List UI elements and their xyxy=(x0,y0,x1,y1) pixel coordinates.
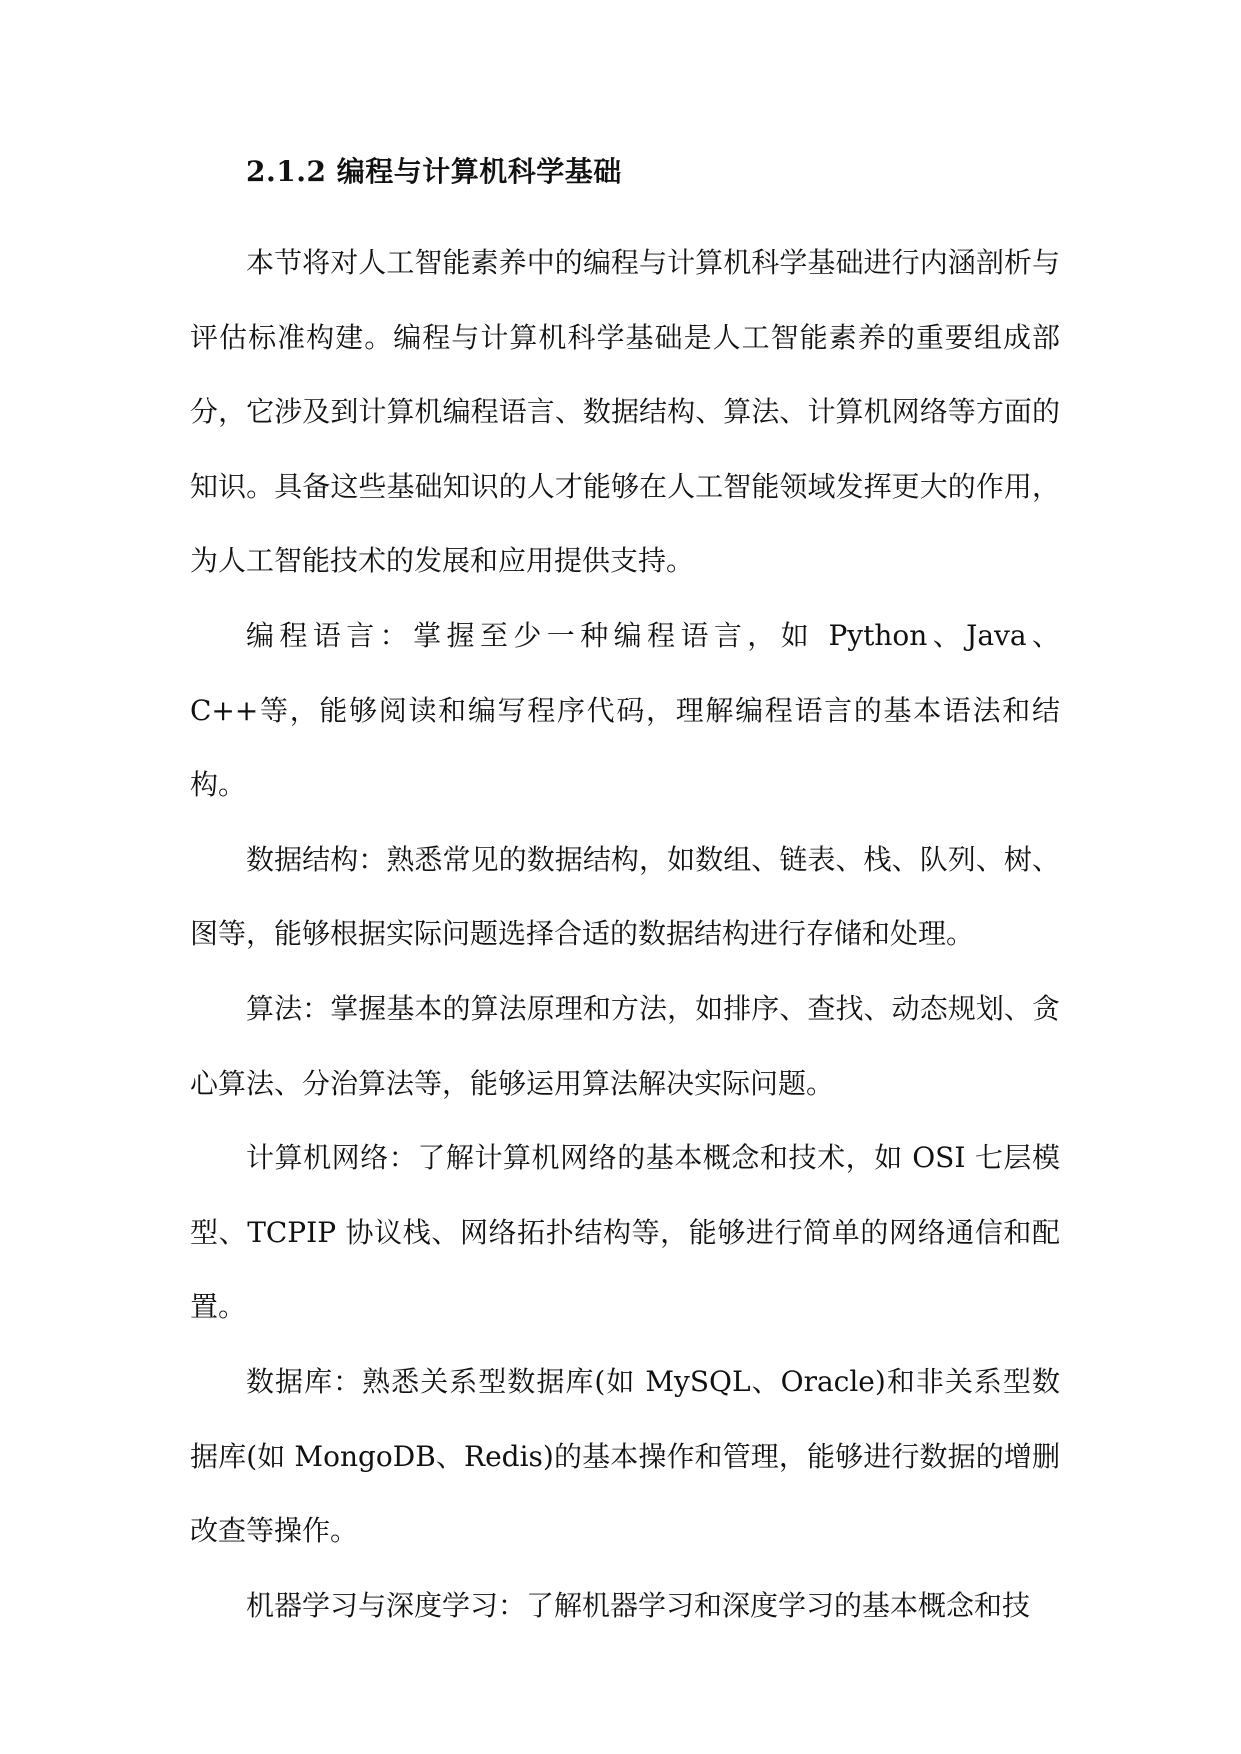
paragraph-programming-languages: 编程语言：掌握至少一种编程语言，如 Python、Java、C++等，能够阅读和编写程序代码，理解编程语言的基本语法和结构。 xyxy=(190,618,1060,802)
paragraph-computer-networks: 计算机网络：了解计算机网络的基本概念和技术，如 OSI 七层模型、TCPIP 协议栈、网络拓扑结构等，能够进行简单的网络通信和配置。 xyxy=(190,1141,1060,1324)
paragraph-databases: 数据库：熟悉关系型数据库(如 MySQL、Oracle)和非关系型数据库(如 MongoDB、Redis)的基本操作和管理，能够进行数据的增删改查等操作。 xyxy=(190,1364,1060,1548)
paragraph-machine-learning: 机器学习与深度学习：了解机器学习和深度学习的基本概念和技 xyxy=(246,1588,1031,1622)
paragraph-intro: 本节将对人工智能素养中的编程与计算机科学基础进行内涵剖析与评估标准构建。编程与计算机科学基础是人工智能素养的重要组成部分，它涉及到计算机编程语言、数据结构、算法、计算机网络等方面的知识。具备这些基础知识的人才能够在人工智能领域发挥更大的作用，为人工智能技术的发展和应用提供支持。 xyxy=(190,246,1060,578)
body-text xyxy=(190,226,1060,1643)
paragraph-data-structures: 数据结构：熟悉常见的数据结构，如数组、链表、栈、队列、树、图等，能够根据实际问题选择合适的数据结构进行存储和处理。 xyxy=(190,842,1060,951)
section-heading: 2.1.2 编程与计算机科学基础 xyxy=(246,155,622,188)
paragraph-algorithms: 算法：掌握基本的算法原理和方法，如排序、查找、动态规划、贪心算法、分治算法等，能够运用算法解决实际问题。 xyxy=(190,991,1060,1100)
